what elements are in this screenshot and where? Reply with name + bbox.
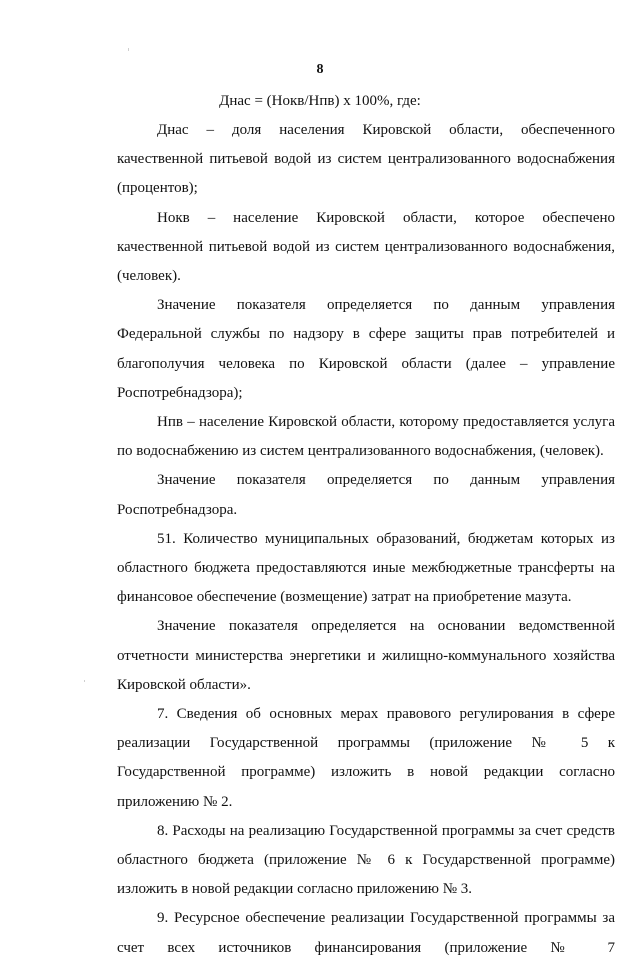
- formula-line: Днас = (Нокв/Нпв) х 100%, где:: [219, 93, 421, 109]
- paragraph-item-9: 9. Ресурсное обеспечение реализации Государственной программы за счет всех источников финансирования (приложение № 7: [117, 910, 615, 956]
- paragraph-item-8: 8. Расходы на реализацию Государственной программы за счет средств областного бюджета (приложение № 6 к Государственной программе) изложить в новой редакции согласно приложению № 3.: [117, 822, 615, 898]
- body-text: [117, 116, 615, 963]
- scan-speck: [128, 48, 129, 51]
- paragraph-nokv-definition: Нокв – население Кировской области, которое обеспечено качественной питьевой водой из систем централизованного водоснабжения, (человек).: [117, 209, 615, 285]
- paragraph-npv-definition: Нпв – население Кировской области, которому предоставляется услуга по водоснабжению из систем централизованного водоснабжения, (человек).: [117, 414, 615, 460]
- paragraph-item-51-source: Значение показателя определяется на основании ведомственной отчетности министерства энергетики и жилищно-коммунального хозяйства Кировской области».: [117, 618, 615, 693]
- paragraph-dnas-definition: Днас – доля населения Кировской области, обеспеченного качественной питьевой водой из систем централизованного водоснабжения (процентов);: [117, 122, 615, 197]
- paragraph-npv-source: Значение показателя определяется по данным управления Роспотребнадзора.: [117, 472, 615, 518]
- scan-speck: [84, 680, 85, 682]
- paragraph-item-51: 51. Количество муниципальных образований, бюджетам которых из областного бюджета предоставляются иные межбюджетные трансферты на финансовое обеспечение (возмещение) затрат на приобретение мазута.: [117, 530, 615, 606]
- paragraph-nokv-source: Значение показателя определяется по данным управления Федеральной службы по надзору в сфере защиты прав потребителей и благополучия человека по Кировской области (далее – управление Роспотребнадзора);: [117, 297, 615, 401]
- paragraph-item-7: 7. Сведения об основных мерах правового регулирования в сфере реализации Государственной программы (приложение № 5 к Государственной программе) изложить в новой редакции согласно приложению № 2.: [117, 706, 615, 810]
- page-number: 8: [316, 62, 324, 77]
